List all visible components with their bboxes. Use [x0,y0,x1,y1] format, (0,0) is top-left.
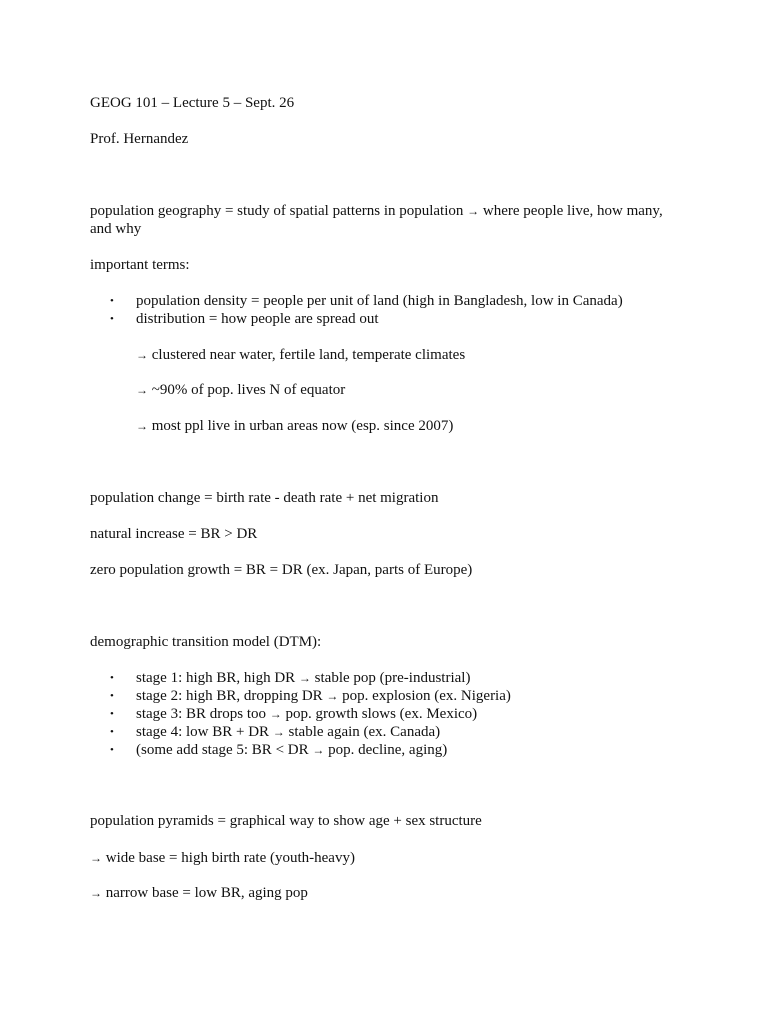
population-pyramids-line: population pyramids = graphical way to show age + sex structure [90,813,482,829]
stage-text: (some add stage 5: BR < DR [136,742,313,758]
definition-text-start: population geography = study of spatial patterns in population [90,203,468,219]
arrow-icon: → [326,689,339,703]
list-item: population density = people per unit of land (high in Bangladesh, low in Canada) [136,293,623,309]
stage-text: pop. explosion (ex. Nigeria) [338,688,511,704]
stage-text: stage 4: low BR + DR [136,724,273,740]
bullet-icon: • [110,672,114,684]
important-terms-label: important terms: [90,257,190,273]
stage-text: stage 3: BR drops too [136,706,270,722]
pyramid-point [90,849,690,867]
arrow-icon: → [136,348,148,362]
pyramid-point-text: wide base = high birth rate (youth-heavy) [102,850,355,866]
distribution-subpoint [136,346,465,364]
dtm-heading: demographic transition model (DTM): [90,634,322,650]
pyramid-point-text: narrow base = low BR, aging pop [102,885,308,901]
arrow-icon: → [269,707,282,721]
list-item: distribution = how people are spread out [136,311,379,327]
stage-text: stage 2: high BR, dropping DR [136,688,327,704]
list-item [136,723,440,741]
stage-text: pop. decline, aging) [324,742,448,758]
arrow-icon: → [136,419,148,433]
bullet-icon: • [110,708,114,720]
definition-text-end: where people live, how many, and why [90,203,663,237]
stage-text: stable again (ex. Canada) [284,724,441,740]
subpoint-text: clustered near water, fertile land, temperate climates [148,347,466,363]
bullet-icon: • [110,295,114,307]
stage-text: stable pop (pre-industrial) [310,670,471,686]
arrow-icon: → [90,886,102,900]
zero-growth-line: zero population growth = BR = DR (ex. Japan, parts of Europe) [90,562,473,578]
pyramid-point [90,884,690,902]
bullet-icon: • [110,313,114,325]
subpoint-text: most ppl live in urban areas now (esp. since 2007) [148,418,454,434]
population-geography-definition [90,202,675,238]
list-item [136,669,470,687]
arrow-icon: → [298,671,311,685]
distribution-subpoint [136,417,453,435]
distribution-subpoint [136,381,345,399]
list-item [136,741,447,759]
bullet-icon: • [110,744,114,756]
subpoint-text: ~90% of pop. lives N of equator [148,382,346,398]
lecture-title: GEOG 101 – Lecture 5 – Sept. 26 [90,95,295,111]
arrow-icon: → [312,743,325,757]
list-item [136,687,511,705]
arrow-icon: → [467,204,480,218]
bullet-icon: • [110,726,114,738]
professor-name: Prof. Hernandez [90,131,189,147]
bullet-icon: • [110,690,114,702]
stage-text: pop. growth slows (ex. Mexico) [281,706,478,722]
stage-text: stage 1: high BR, high DR [136,670,299,686]
population-change-line: population change = birth rate - death rate + net migration [90,490,439,506]
arrow-icon: → [136,383,148,397]
arrow-icon: → [90,851,102,865]
list-item [136,705,477,723]
arrow-icon: → [272,725,285,739]
natural-increase-line: natural increase = BR > DR [90,526,258,542]
